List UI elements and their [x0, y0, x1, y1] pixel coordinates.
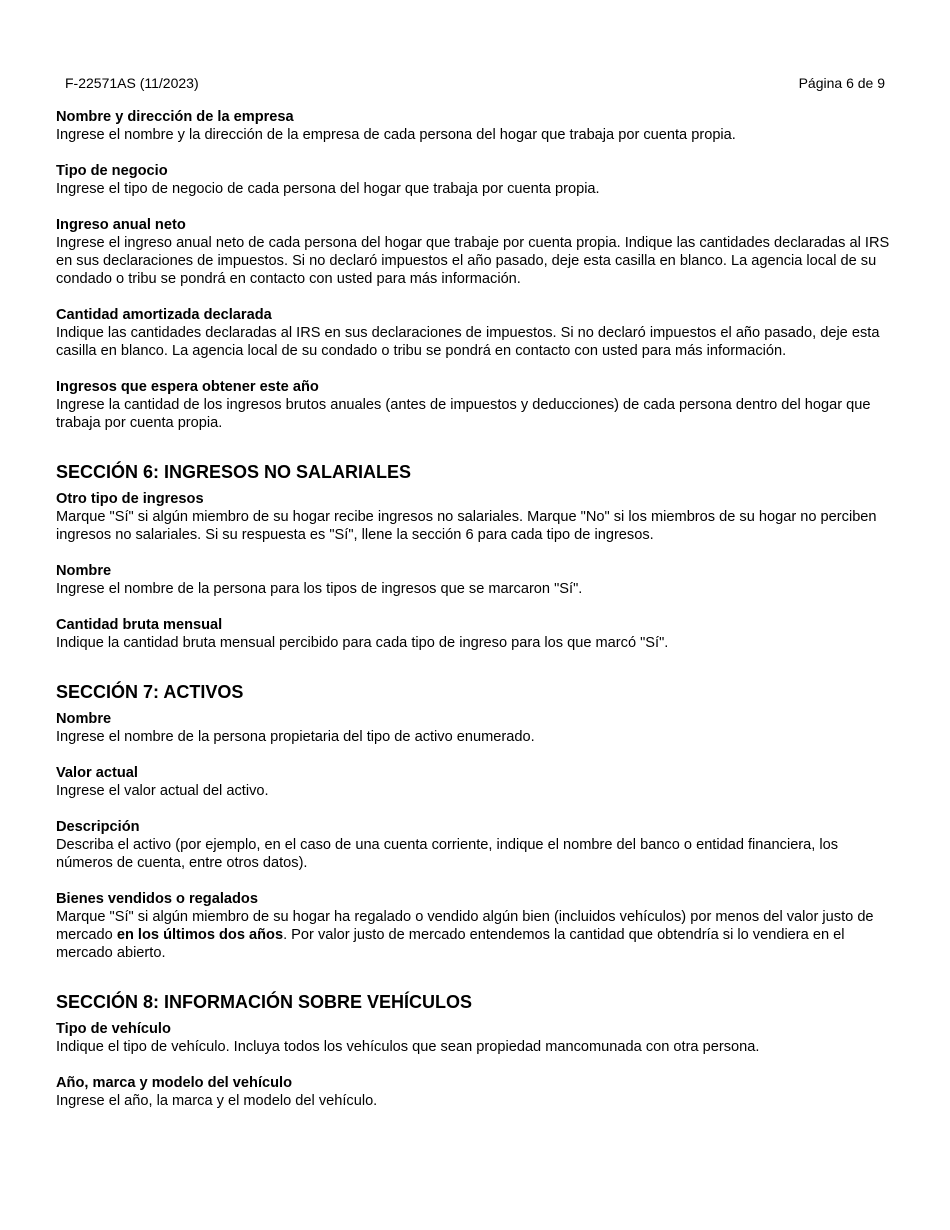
entry-description: Ingrese la cantidad de los ingresos brutos anuales (antes de impuestos y deducciones) de cada persona dentro del hogar que trabaja por cuenta propia. [56, 397, 871, 431]
entry-description: Indique la cantidad bruta mensual percibido para cada tipo de ingreso para los que marcó "Sí". [56, 635, 669, 651]
entry-description: Indique las cantidades declaradas al IRS en sus declaraciones de impuestos. Si no declaró impuestos el año pasado, deje esta casilla en blanco. La agencia local de su condado o tribu se pondrá en contacto con usted para más información. [56, 325, 880, 359]
entry-description: Describa el activo (por ejemplo, en el caso de una cuenta corriente, indique el nombre del banco o entidad financiera, los números de cuenta, entre otros datos). [56, 837, 839, 871]
entry-vehicle-type [56, 1020, 898, 1056]
entry-business-type [56, 162, 898, 198]
entry-expected-income [56, 378, 898, 432]
entry-term: Nombre y dirección de la empresa [56, 109, 294, 125]
entry-description: Ingrese el ingreso anual neto de cada persona del hogar que trabaje por cuenta propia. Indique las cantidades declaradas al IRS en sus declaraciones de impuestos. Si no declaró impuestos el año pasado, deje esta casilla en blanco. La agencia local de su condado o tribu se pondrá en contacto con usted para más información. [56, 235, 890, 287]
entry-term: Ingreso anual neto [56, 217, 186, 233]
section-7-heading: SECCIÓN 7: ACTIVOS [56, 682, 244, 702]
entry-term: Año, marca y modelo del vehículo [56, 1075, 292, 1091]
entry-term: Otro tipo de ingresos [56, 491, 204, 507]
entry-current-value [56, 764, 898, 800]
description-text: Marque "Sí" si algún miembro de su hogar ha regalado o vendido algún bien (incluidos vehículos) por menos del valor justo de mercado [56, 909, 874, 943]
entry-term: Nombre [56, 563, 112, 579]
page-number: Página 6 de 9 [798, 75, 885, 91]
entry-net-annual-income [56, 216, 898, 288]
entry-gross-monthly-amount [56, 616, 898, 652]
form-id: F-22571AS (11/2023) [65, 75, 199, 91]
entry-other-income [56, 490, 898, 544]
page-header [65, 75, 885, 91]
entry-term: Tipo de negocio [56, 163, 168, 179]
entry-business-name-address [56, 108, 898, 144]
entry-vehicle-year-make-model [56, 1074, 898, 1110]
entry-description: Ingrese el tipo de negocio de cada persona del hogar que trabaja por cuenta propia. [56, 181, 600, 197]
entry-term: Cantidad bruta mensual [56, 617, 223, 633]
description-text: . Por valor justo de mercado entendemos la cantidad que obtendría si lo vendiera en el mercado abierto. [56, 927, 845, 961]
entry-name [56, 562, 898, 598]
entry-asset-description [56, 818, 898, 872]
section-8-heading: SECCIÓN 8: INFORMACIÓN SOBRE VEHÍCULOS [56, 992, 473, 1012]
entry-term: Nombre [56, 711, 112, 727]
entry-declared-depreciation [56, 306, 898, 360]
entry-description: Ingrese el nombre de la persona para los tipos de ingresos que se marcaron "Sí". [56, 581, 583, 597]
emphasized-text: en los últimos dos años [116, 927, 284, 943]
entry-goods-sold-or-given [56, 890, 898, 962]
entry-description: Ingrese el nombre y la dirección de la empresa de cada persona del hogar que trabaja por cuenta propia. [56, 127, 736, 143]
section-6-heading: SECCIÓN 6: INGRESOS NO SALARIALES [56, 462, 412, 482]
entry-term: Tipo de vehículo [56, 1021, 171, 1037]
entry-term: Valor actual [56, 765, 138, 781]
entry-description: Ingrese el valor actual del activo. [56, 783, 269, 799]
entry-term: Descripción [56, 819, 140, 835]
entry-description: Ingrese el nombre de la persona propietaria del tipo de activo enumerado. [56, 729, 535, 745]
entry-description [56, 908, 898, 962]
document-content [56, 108, 898, 1128]
entry-description: Indique el tipo de vehículo. Incluya todos los vehículos que sean propiedad mancomunada con otra persona. [56, 1039, 760, 1055]
entry-description: Marque "Sí" si algún miembro de su hogar recibe ingresos no salariales. Marque "No" si los miembros de su hogar no perciben ingresos no salariales. Si su respuesta es "Sí", llene la sección 6 para cada tipo de ingresos. [56, 509, 877, 543]
entry-term: Bienes vendidos o regalados [56, 891, 258, 907]
entry-term: Cantidad amortizada declarada [56, 307, 272, 323]
entry-term: Ingresos que espera obtener este año [56, 379, 319, 395]
entry-owner-name [56, 710, 898, 746]
entry-description: Ingrese el año, la marca y el modelo del vehículo. [56, 1093, 378, 1109]
